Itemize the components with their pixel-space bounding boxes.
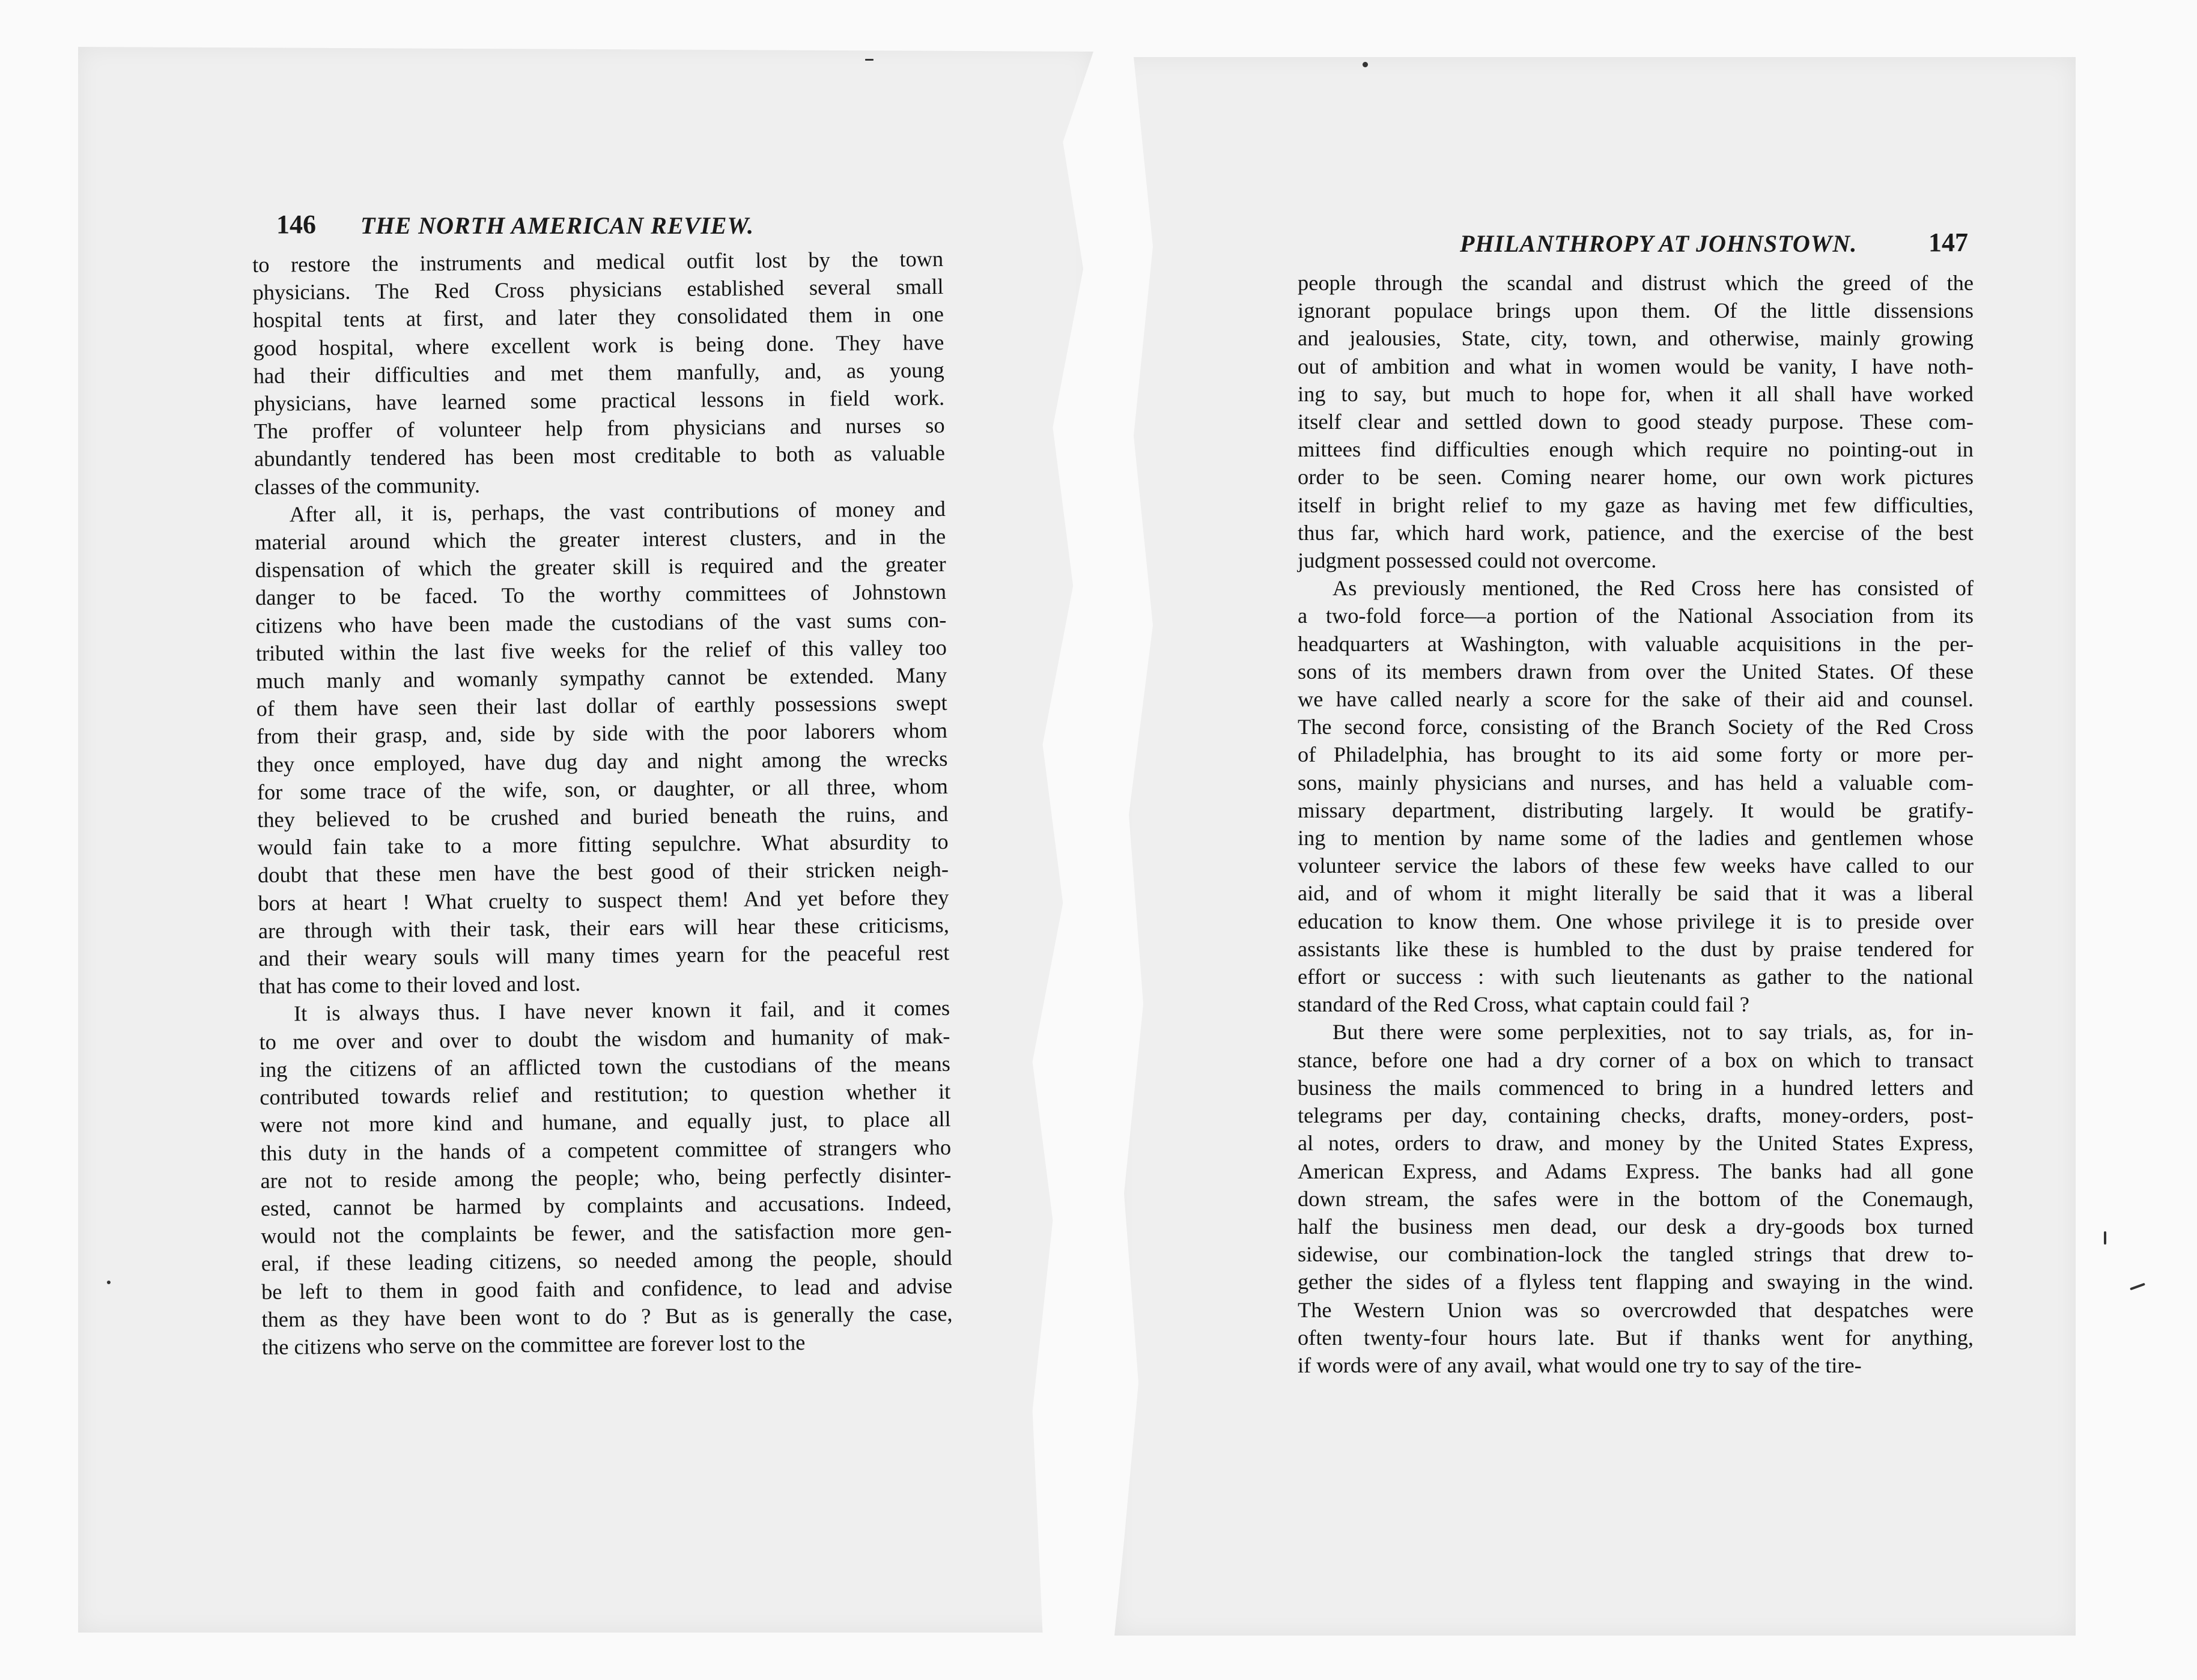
text-line: After all, it is, perhaps, the vast contributions of money and	[289, 496, 946, 527]
text-line: The Western Union was so overcrowded that despatches were	[1298, 1297, 1974, 1322]
text-line: bors at heart ! What cruelty to suspect them! And yet before they	[258, 885, 949, 915]
text-line: ing the citizens of an afflicted town the custodians of the means	[259, 1051, 951, 1082]
text-line: thus far, which hard work, patience, and the exercise of the best	[1298, 520, 1974, 545]
dust-speck	[2130, 1283, 2145, 1291]
text-line: business the mails commenced to bring in a hundred letters and	[1298, 1075, 1974, 1100]
text-line: they once employed, have dug day and night among the wrecks	[257, 746, 948, 777]
text-line: ing to mention by name some of the ladies and gentlemen whose	[1298, 826, 1974, 851]
text-line: doubt that these men have the best good of their stricken neigh-	[257, 857, 949, 888]
text-line: mittees find difficulties enough which require no pointing-out in	[1298, 437, 1974, 462]
text-line: physicians. The Red Cross physicians established several small	[252, 274, 944, 305]
paragraph	[259, 994, 953, 1361]
text-line: to restore the instruments and medical outfit lost by the town	[252, 246, 944, 277]
text-line: be left to them in good faith and confidence, to lead and advise	[261, 1273, 953, 1304]
text-line: that has come to their loved and lost.	[258, 971, 581, 999]
dust-speck	[107, 1281, 111, 1284]
text-line: volunteer service the labors of these few weeks have called to our	[1298, 854, 1974, 878]
text-line: itself in bright relief to my gaze as having met few difficulties,	[1298, 493, 1974, 517]
text-line: judgment possessed could not overcome.	[1298, 548, 1657, 573]
text-line: they believed to be crushed and buried beneath the ruins, and	[257, 801, 949, 832]
text-line: effort or success : with such lieutenants as gather to the national	[1298, 965, 1974, 989]
text-line: material around which the greater interest clusters, and in the	[255, 524, 946, 555]
text-line: telegrams per day, containing checks, drafts, money-orders, post-	[1298, 1103, 1974, 1128]
text-line: people through the scandal and distrust which the greed of the	[1298, 271, 1974, 295]
text-line: are not to reside among the people; who, being perfectly disinter-	[260, 1162, 952, 1193]
paragraph	[1298, 574, 1974, 1018]
text-line: danger to be faced. To the worthy committees of Johnstown	[255, 580, 947, 610]
text-line: The second force, consisting of the Branch Society of the Red Cross	[1298, 715, 1974, 739]
text-line: The proffer of volunteer help from physicians and nurses so	[254, 413, 945, 444]
text-line: were not more kind and humane, and equally just, to place all	[260, 1107, 951, 1138]
text-line: would fain take to a more fitting sepulchre. What absurdity to	[257, 829, 949, 860]
text-line: the citizens who serve on the committee are forever lost to the	[261, 1330, 806, 1359]
text-line: this duty in the hands of a competent committee of strangers who	[260, 1135, 952, 1165]
text-line: sidewise, our combination-lock the tangled strings that drew to-	[1298, 1242, 1974, 1267]
text-line: of them have seen their last dollar of earthly possessions swept	[256, 691, 947, 721]
paragraph	[1298, 269, 1974, 574]
paragraph	[255, 495, 950, 1001]
text-line: sons, mainly physicians and nurses, and has held a valuable com-	[1298, 770, 1974, 795]
text-line: al notes, orders to draw, and money by the United States Express,	[1298, 1131, 1974, 1156]
text-line: them as they have been wont to do ? But as is generally the case,	[261, 1301, 953, 1332]
text-line: American Express, and Adams Express. The banks had all gone	[1298, 1159, 1974, 1183]
text-line: hospital tents at first, and later they consolidated them in one	[252, 302, 944, 333]
text-line: dispensation of which the greater skill is required and the greater	[255, 552, 946, 583]
text-line: much manly and womanly sympathy cannot be extended. Many	[256, 663, 947, 694]
text-line: a two-fold force—a portion of the National Association from its	[1298, 604, 1974, 628]
text-line: ing to say, but much to hope for, when it all shall have worked	[1298, 381, 1974, 406]
text-line: education to know them. One whose privilege it is to preside over	[1298, 909, 1974, 933]
text-line: good hospital, where excellent work is being done. They have	[253, 330, 944, 360]
left-page-number: 146	[276, 210, 316, 239]
text-line: would not the complaints be fewer, and the satisfaction more gen-	[261, 1218, 952, 1249]
dust-speck	[865, 59, 874, 61]
left-text-column	[252, 245, 953, 1361]
text-line: assistants like these is humbled to the dust by praise tendered for	[1298, 936, 1974, 961]
text-line: order to be seen. Coming nearer home, our own work pictures	[1298, 465, 1974, 490]
text-line: of Philadelphia, has brought to its aid some forty or more per-	[1298, 742, 1974, 767]
text-line: if words were of any avail, what would one try to say of the tire-	[1298, 1353, 1862, 1377]
right-page-number: 147	[1928, 228, 1968, 257]
text-line: from their grasp, and, side by side with the poor laborers whom	[256, 718, 948, 749]
text-line: contributed towards relief and restitution; to question whether it	[260, 1079, 951, 1110]
text-line: eral, if these leading citizens, so needed among the people, should	[261, 1246, 952, 1276]
paragraph	[252, 245, 946, 501]
text-line: had their difficulties and met them manfully, and, as young	[253, 357, 944, 388]
text-line: and jealousies, State, city, town, and otherwise, mainly growing	[1298, 326, 1974, 351]
text-line: It is always thus. I have never known it fail, and it comes	[293, 996, 950, 1026]
text-line: often twenty-four hours late. But if thanks went for anything,	[1298, 1325, 1974, 1350]
text-line: out of ambition and what in women would be vanity, I have noth-	[1298, 354, 1974, 378]
text-line: headquarters at Washington, with valuable acquisitions in the per-	[1298, 631, 1974, 656]
text-line: itself clear and settled down to good steady purpose. These com-	[1298, 410, 1974, 434]
text-line: to me over and over to doubt the wisdom and humanity of mak-	[259, 1023, 950, 1054]
text-line: physicians, have learned some practical lessons in field work.	[254, 385, 945, 416]
text-line: As previously mentioned, the Red Cross here has consisted of	[1332, 576, 1974, 601]
paragraph	[1298, 1018, 1974, 1379]
text-line: are through with their task, their ears will hear these criticisms,	[258, 912, 950, 943]
text-line: for some trace of the wife, son, or daughter, or all three, whom	[257, 774, 948, 804]
text-line: half the business men dead, our desk a dry-goods box turned	[1298, 1214, 1974, 1239]
dust-speck	[2104, 1231, 2106, 1245]
right-text-column	[1298, 269, 1974, 1379]
text-line: But there were some perplexities, not to say trials, as, for in-	[1332, 1020, 1974, 1045]
text-line: we have called nearly a score for the sake of their aid and counsel.	[1298, 687, 1974, 712]
right-running-title: PHILANTHROPY AT JOHNSTOWN.	[1460, 230, 1858, 257]
text-line: gether the sides of a flyless tent flapping and swaying in the wind.	[1298, 1270, 1974, 1294]
dust-speck	[1363, 62, 1368, 67]
text-line: citizens who have been made the custodians of the vast sums con-	[255, 607, 947, 638]
left-running-title: THE NORTH AMERICAN REVIEW.	[360, 212, 755, 239]
text-line: and their weary souls will many times yearn for the peaceful rest	[258, 940, 950, 971]
text-line: classes of the community.	[254, 473, 481, 499]
text-line: ignorant populace brings upon them. Of the little dissensions	[1298, 299, 1974, 323]
text-line: ested, cannot be harmed by complaints and accusations. Indeed,	[260, 1190, 952, 1221]
text-line: stance, before one had a dry corner of a box on which to transact	[1298, 1048, 1974, 1072]
text-line: down stream, the safes were in the bottom of the Conemaugh,	[1298, 1186, 1974, 1211]
text-line: sons of its members drawn from over the United States. Of these	[1298, 659, 1974, 684]
text-line: standard of the Red Cross, what captain could fail ?	[1298, 992, 1749, 1017]
text-line: aid, and of whom it might literally be said that it was a liberal	[1298, 881, 1974, 906]
text-line: abundantly tendered has been most creditable to both as valuable	[254, 441, 946, 472]
text-line: missary department, distributing largely. It would be gratify-	[1298, 798, 1974, 822]
text-line: tributed within the last five weeks for the relief of this valley too	[255, 635, 947, 666]
